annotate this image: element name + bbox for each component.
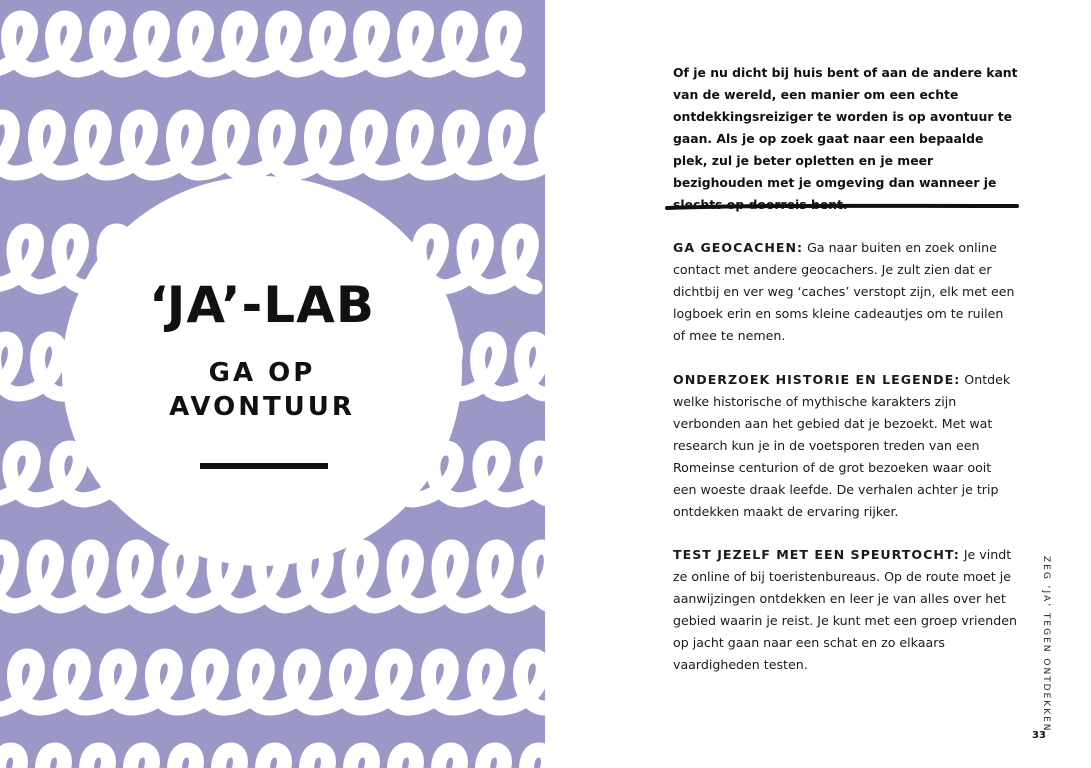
title-underline xyxy=(200,463,328,469)
section-geocachen xyxy=(673,237,1018,347)
section-text: Ga naar buiten en zoek online contact met andere geocachers. Je zult zien dat er dichtbij en ver weg ‘caches’ verstopt zijn, elk met een logboek erin en soms kleine cadeautjes om te ruilen of mee te nemen. xyxy=(673,240,1015,343)
section-text: Je vindt ze online of bij toeristenbureaus. Op de route moet je aanwijzingen ontdekken en leer je van alles over het gebied waarin je reist. Je kunt met een groep vrienden op jacht gaan naar een schat en zo elkaars vaardigheden testen. xyxy=(673,547,1017,672)
right-page xyxy=(545,0,1091,768)
section-heading: ONDERZOEK HISTORIE EN LEGENDE: xyxy=(673,372,961,387)
intro-divider xyxy=(665,202,1019,212)
subtitle-line-2: AVONTUUR xyxy=(169,392,355,422)
section-historie xyxy=(673,369,1018,523)
subtitle-line-1: GA OP xyxy=(208,358,316,388)
section-text: Ontdek welke historische of mythische karakters zijn verbonden aan het gebied dat je bezoekt. Met wat research kun je in de voetsporen treden van een Romeinse centurion of de grot bezoeken waar ooit een woeste draak leefde. De verhalen achter je trip ontdekken maakt de ervaring rijker. xyxy=(673,372,1011,519)
section-heading: TEST JEZELF MET EEN SPEURTOCHT: xyxy=(673,547,960,562)
section-heading: GA GEOCACHEN: xyxy=(673,240,804,255)
intro-paragraph: Of je nu dicht bij huis bent of aan de andere kant van de wereld, een manier om een echte ontdekkingsreiziger te worden is op avontuur te gaan. Als je op zoek gaat naar een bepaalde plek, zul je beter opletten en je meer bezighouden met je omgeving dan wanneer je slechts op doorreis bent. xyxy=(673,65,1018,212)
running-head: ZEG ‘JA’ TEGEN ONTDEKKEN xyxy=(1041,556,1051,733)
page-number: 33 xyxy=(1032,730,1046,741)
left-page xyxy=(0,0,545,768)
page-subtitle xyxy=(62,356,462,424)
page-title: ‘JA’-LAB xyxy=(149,276,375,334)
section-speurtocht xyxy=(673,544,1018,676)
